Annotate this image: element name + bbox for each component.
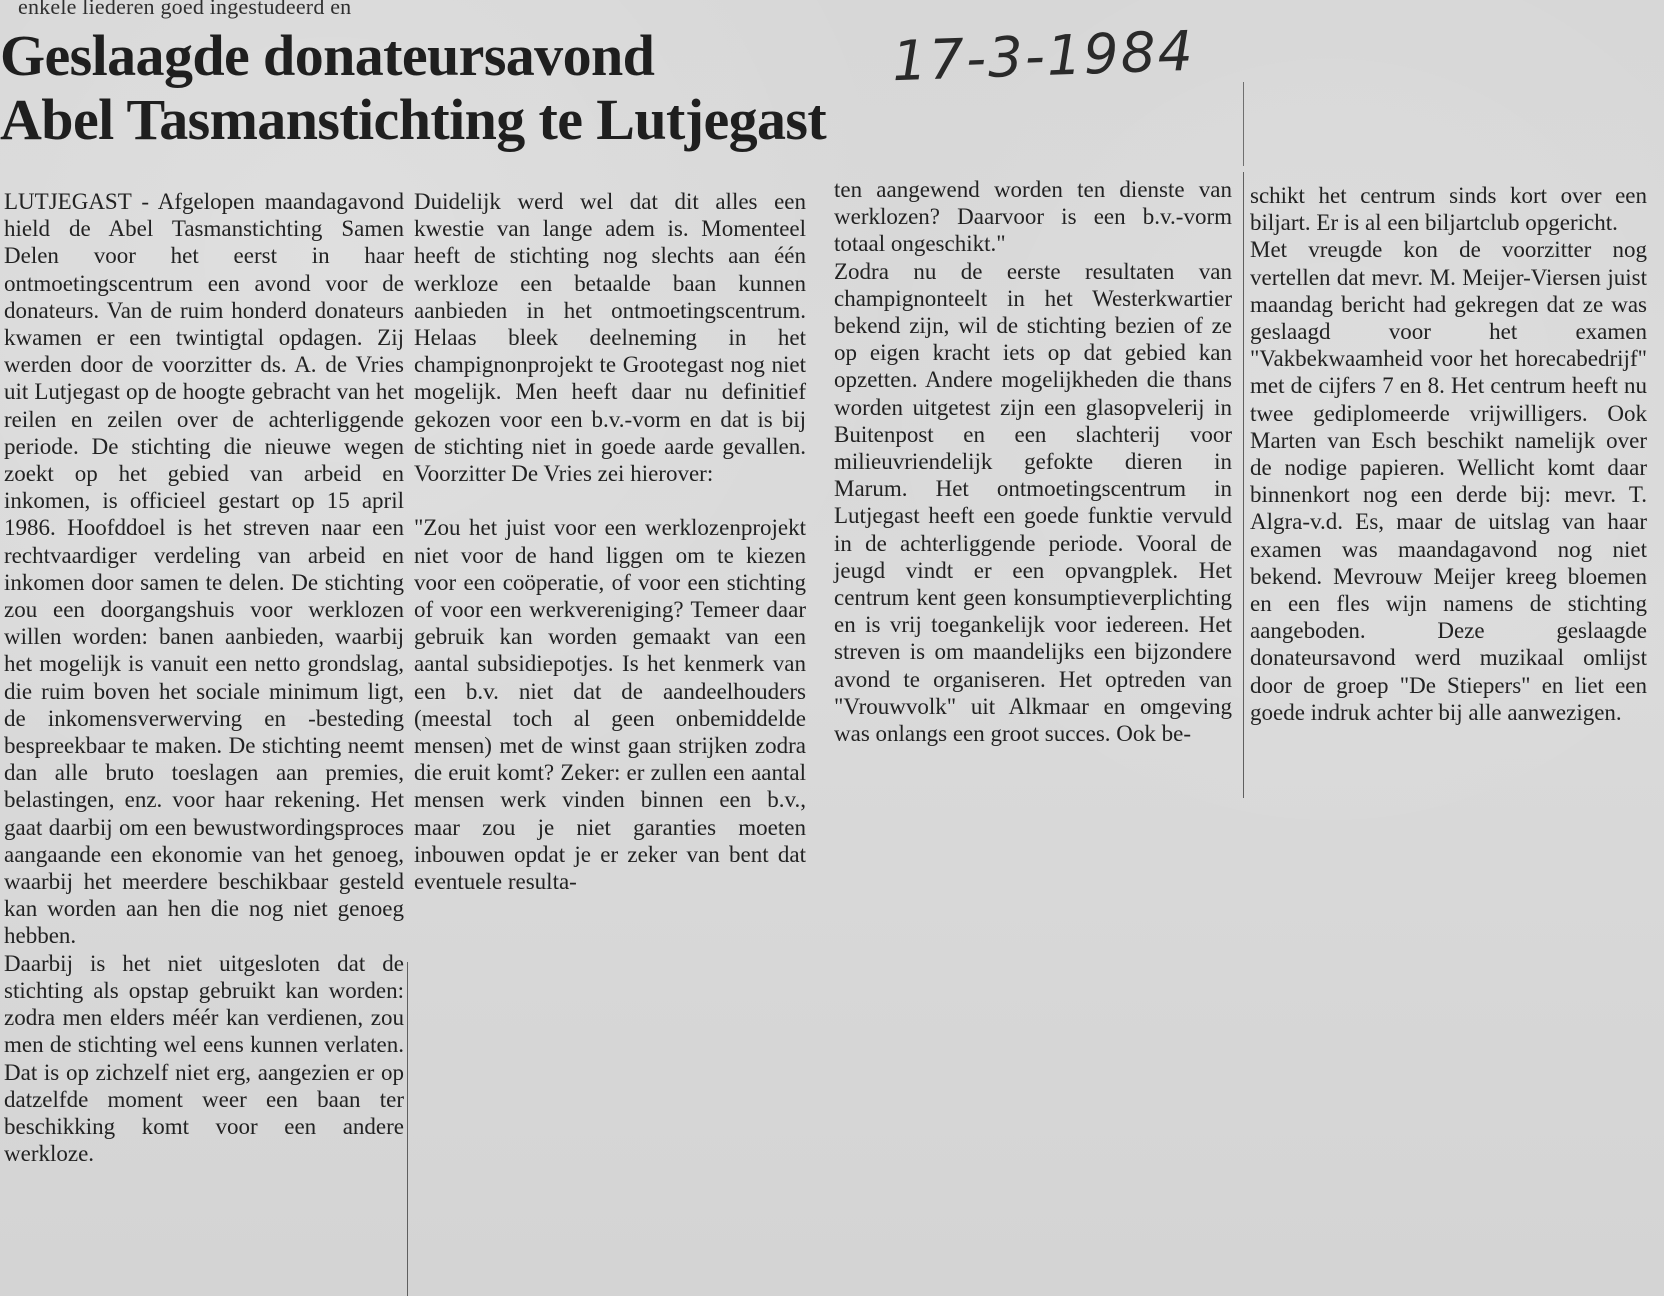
- article-column-1: LUTJEGAST - Afgelopen maandagavond hield de Abel Tasmanstichting Samen Delen voor het eerst in haar ontmoetingscentrum een avond voor de donateurs. Van de ruim honderd donateurs kwamen er een twintigtal opdagen. Zij werden door de voorzitter ds. A. de Vries uit Lutjegast op de hoogte gebracht van het reilen en zeilen over de achterliggende periode. De stichting die nieuwe wegen zoekt op het gebied van arbeid en inkomen, is officieel gestart op 15 april 1986. Hoofddoel is het streven naar een rechtvaardiger verdeling van arbeid en inkomen door samen te delen. De stichting zou een doorgangshuis voor werklozen willen worden: banen aanbieden, waarbij het mogelijk is vanuit een netto grondslag, die ruim boven het sociale minimum ligt, de inkomensverwerving en -besteding bespreekbaar te maken. De stichting neemt dan alle bruto toeslagen aan premies, belastingen, enz. voor haar rekening. Het gaat daarbij om een bewustwordingsproces aangaande een ekonomie van het genoeg, waarbij het meerdere beschikbaar gesteld kan worden aan hen die nog niet genoeg hebben. Daarbij is het niet uitgesloten dat de stichting als opstap gebruikt kan worden: zodra men elders méér kan verdienen, zou men de stichting wel eens kunnen verlaten. Dat is op zichzelf niet erg, aangezien er op datzelfde moment weer een baan ter beschikking komt voor een andere werkloze.: [4, 189, 404, 1167]
- title-rule: [1243, 82, 1244, 166]
- headline-line-2: Abel Tasmanstichting te Lutjegast: [0, 87, 827, 152]
- article-column-4: schikt het centrum sinds kort over een biljart. Er is al een biljartclub opgericht. Met vreugde kon de voorzitter nog vertellen dat mevr. M. Meijer-Viersen juist maandag bericht had gekregen dat ze was geslaagd voor het examen "Vakbekwaamheid voor het horecabedrijf" met de cijfers 7 en 8. Het centrum heeft nu twee gediplomeerde vrijwilligers. Ook Marten van Esch beschikt namelijk over de nodige papieren. Wellicht komt daar binnenkort nog een derde bij: mevr. T. Algra-v.d. Es, maar de uitslag van haar examen was maandagavond nog niet bekend. Mevrouw Meijer kreeg bloemen en een fles wijn namens de stichting aangeboden. Deze geslaagde donateursavond werd muzikaal omlijst door de groep "De Stiepers" en liet een goede indruk achter bij alle aanwezigen.: [1250, 183, 1647, 725]
- headline: [0, 24, 1040, 152]
- handwritten-date: 17-3-1984: [890, 18, 1196, 94]
- column-divider-left: [407, 962, 408, 1296]
- article-column-3: ten aangewend worden ten dienste van werklozen? Daarvoor is een b.v.-vorm totaal ongeschikt." Zodra nu de eerste resultaten van champignonteelt in het Westerkwartier bekend zijn, wil de stichting bezien of ze op eigen kracht iets op dat gebied kan opzetten. Andere mogelijkheden die thans worden uitgetest zijn een glasopvelerij in Buitenpost en een slachterij voor milieuvriendelijk gefokte dieren in Marum. Het ontmoetingscentrum in Lutjegast heeft een goede funktie vervuld in de achterliggende periode. Vooral de jeugd vindt er een opvangplek. Het centrum kent geen konsumptieverplichting en is vrij toegankelijk voor iedereen. Het streven is om maandelijks een bijzondere avond te organiseren. Het optreden van "Vrouwvolk" uit Alkmaar en omgeving was onlangs een groot succes. Ook be-: [834, 177, 1232, 747]
- article-column-2: Duidelijk werd wel dat dit alles een kwestie van lange adem is. Momenteel heeft de stichting nog slechts aan één werkloze een betaalde baan kunnen aanbieden in het ontmoetingscentrum. Helaas bleek deelneming in het champignonprojekt te Grootegast nog niet mogelijk. Men heeft daar nu definitief gekozen voor een b.v.-vorm en dat is bij de stichting niet in goede aarde gevallen. Voorzitter De Vries zei hierover: "Zou het juist voor een werklozenprojekt niet voor de hand liggen om te kiezen voor een coöperatie, of voor een stichting of voor een werkvereniging? Temeer daar gebruik kan worden gemaakt van een aantal subsidiepotjes. Is het kenmerk van een b.v. niet dat de aandeelhouders (meestal toch al geen onbemiddelde mensen) met de winst gaan strijken zodra die eruit komt? Zeker: er zullen een aantal mensen werk vinden binnen een b.v., maar zou je niet garanties moeten inbouwen opdat je er zeker van bent dat eventuele resulta-: [414, 189, 806, 895]
- column-divider-right: [1243, 172, 1244, 798]
- headline-line-1: Geslaagde donateursavond: [0, 23, 655, 88]
- top-snippet: enkele liederen goed ingestudeerd en: [18, 0, 352, 19]
